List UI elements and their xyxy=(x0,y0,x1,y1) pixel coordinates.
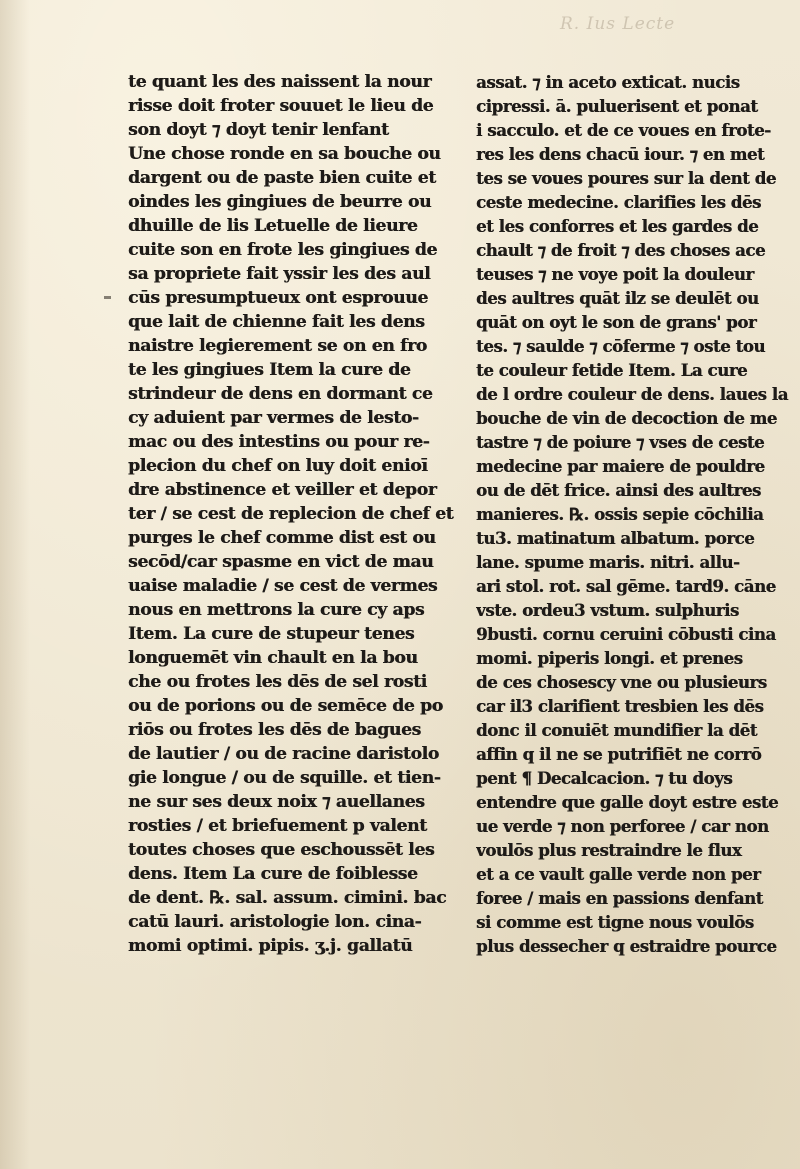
text-line: te quant les des naissent la nour xyxy=(128,72,432,92)
text-line: secōd/car spasme en vict de mau xyxy=(128,552,434,572)
text-line: dhuille de lis Letuelle de lieure xyxy=(128,216,418,236)
text-line: donc il conuiēt mundifier la dēt xyxy=(476,720,757,740)
text-line: mac ou des intestins ou pour re- xyxy=(128,432,430,452)
text-line: ari stol. rot. sal gēme. tard9. cāne xyxy=(476,576,776,596)
text-line: dens. Item La cure de foiblesse xyxy=(128,864,418,884)
text-line: cy aduient par vermes de lesto- xyxy=(128,408,419,428)
text-line: nous en mettrons la cure cy aps xyxy=(128,600,425,620)
text-line: momi. piperis longi. et prenes xyxy=(476,648,743,668)
text-line: tastre ⁊ de poiure ⁊ vses de ceste xyxy=(476,432,765,452)
page-gutter-shadow xyxy=(0,0,30,1169)
text-line: 9busti. cornu ceruini cōbusti cina xyxy=(476,624,776,644)
text-line: car il3 clarifient tresbien les dēs xyxy=(476,696,764,716)
text-line: Item. La cure de stupeur tenes xyxy=(128,624,415,644)
text-line: riōs ou frotes les dēs de bagues xyxy=(128,720,421,740)
text-line: ne sur ses deux noix ⁊ auellanes xyxy=(128,792,425,812)
text-line: i sacculo. et de ce voues en frote- xyxy=(476,120,771,140)
text-line: oindes les gingiues de beurre ou xyxy=(128,192,432,212)
text-line: medecine par maiere de pouldre xyxy=(476,456,765,476)
text-line: chault ⁊ de froit ⁊ des choses ace xyxy=(476,240,766,260)
text-line: voulōs plus restraindre le flux xyxy=(476,840,742,860)
text-column-left xyxy=(128,70,470,958)
text-line: risse doit froter souuet le lieu de xyxy=(128,96,434,116)
text-line: et a ce vault galle verde non per xyxy=(476,864,761,884)
text-line: res les dens chacū iour. ⁊ en met xyxy=(476,144,765,164)
text-line: tu3. matinatum albatum. porce xyxy=(476,528,755,548)
text-line: vste. ordeu3 vstum. sulphuris xyxy=(476,600,739,620)
text-line: dargent ou de paste bien cuite et xyxy=(128,168,436,188)
text-line: rosties / et briefuement p valent xyxy=(128,816,427,836)
text-line: toutes choses que eschoussēt les xyxy=(128,840,435,860)
text-line: catū lauri. aristologie lon. cina- xyxy=(128,912,422,932)
text-line: ou de porions ou de semēce de po xyxy=(128,696,443,716)
text-line: si comme est tigne nous voulōs xyxy=(476,912,754,932)
text-line: purges le chef comme dist est ou xyxy=(128,528,436,548)
text-line: ter / se cest de replecion de chef et xyxy=(128,504,454,524)
running-head: R. Ius Lecte xyxy=(560,14,676,34)
text-line: sa propriete fait yssir les des aul xyxy=(128,264,431,284)
text-line: de dent. ℞. sal. assum. cimini. bac xyxy=(128,888,447,908)
text-line: strindeur de dens en dormant ce xyxy=(128,384,433,404)
text-line: te les gingiues Item la cure de xyxy=(128,360,411,380)
text-line: longuemēt vin chault en la bou xyxy=(128,648,418,668)
text-line: tes se voues poures sur la dent de xyxy=(476,168,776,188)
text-line: manieres. ℞. ossis sepie cōchilia xyxy=(476,504,764,524)
text-line: dre abstinence et veiller et depor xyxy=(128,480,437,500)
text-line: bouche de vin de decoction de me xyxy=(476,408,777,428)
text-line: lane. spume maris. nitri. allu- xyxy=(476,552,740,572)
text-line: teuses ⁊ ne voye poit la douleur xyxy=(476,264,754,284)
text-line: de l ordre couleur de dens. laues la xyxy=(476,384,788,404)
text-line: che ou frotes les dēs de sel rosti xyxy=(128,672,427,692)
text-line: momi optimi. pipis. ʒ.j. gallatū xyxy=(128,936,413,956)
text-line: Une chose ronde en sa bouche ou xyxy=(128,144,441,164)
text-line: affin q il ne se putrifiēt ne corrō xyxy=(476,744,762,764)
text-line: foree / mais en passions denfant xyxy=(476,888,763,908)
text-line: assat. ⁊ in aceto exticat. nucis xyxy=(476,72,740,92)
text-line: pent ¶ Decalcacion. ⁊ tu doys xyxy=(476,768,733,788)
text-line: cuite son en frote les gingiues de xyxy=(128,240,438,260)
text-line: ue verde ⁊ non perforee / car non xyxy=(476,816,769,836)
text-line: son doyt ⁊ doyt tenir lenfant xyxy=(128,120,389,140)
margin-mark xyxy=(104,296,111,299)
text-column-right xyxy=(476,70,796,958)
text-line: et les conforres et les gardes de xyxy=(476,216,759,236)
text-line: cūs presumptueux ont esprouue xyxy=(128,288,428,308)
text-line: cipressi. ā. puluerisent et ponat xyxy=(476,96,758,116)
text-line: quāt on oyt le son de grans' por xyxy=(476,312,757,332)
text-line: tes. ⁊ saulde ⁊ cōferme ⁊ oste tou xyxy=(476,336,766,356)
text-line: plecion du chef on luy doit enioī xyxy=(128,456,428,476)
text-line: uaise maladie / se cest de vermes xyxy=(128,576,438,596)
text-line: de ces chosescy vne ou plusieurs xyxy=(476,672,767,692)
text-line: que lait de chienne fait les dens xyxy=(128,312,425,332)
text-line: plus dessecher q estraidre pource xyxy=(476,936,777,956)
text-line: naistre legierement se on en fro xyxy=(128,336,427,356)
text-line: de lautier / ou de racine daristolo xyxy=(128,744,439,764)
text-line: ceste medecine. clarifies les dēs xyxy=(476,192,761,212)
text-line: te couleur fetide Item. La cure xyxy=(476,360,748,380)
text-line: entendre que galle doyt estre este xyxy=(476,792,779,812)
text-line: ou de dēt frice. ainsi des aultres xyxy=(476,480,761,500)
text-line: des aultres quāt ilz se deulēt ou xyxy=(476,288,759,308)
text-line: gie longue / ou de squille. et tien- xyxy=(128,768,441,788)
